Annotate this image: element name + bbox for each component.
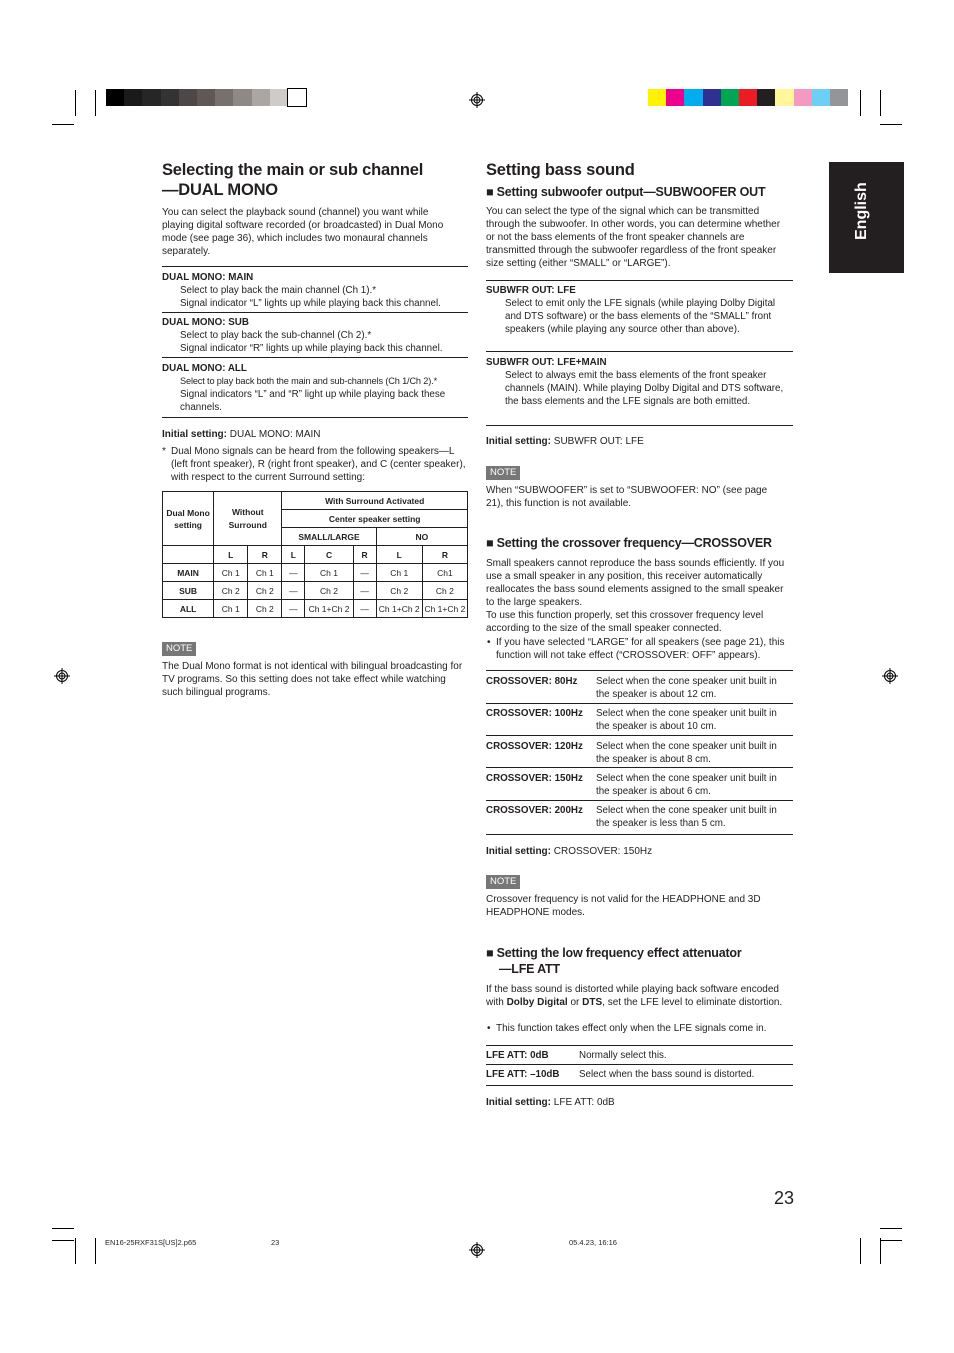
- lfe-att-bullet: [486, 1022, 793, 1035]
- color-swatch: [197, 89, 215, 106]
- intro-bold: Dolby Digital: [506, 997, 568, 1008]
- table-cell: Ch 1: [248, 564, 282, 582]
- header-with: With Surround Activated: [282, 492, 468, 510]
- item-title: DUAL MONO: MAIN: [162, 272, 254, 283]
- bullet-icon: •: [487, 637, 491, 648]
- subwoofer-section-title: ■ Setting subwoofer output—SUBWOOFER OUT: [486, 185, 766, 199]
- row-name: CROSSOVER: 100Hz: [486, 708, 583, 719]
- language-tab: [829, 162, 904, 273]
- dual-mono-initial-setting: [162, 428, 468, 441]
- blank-cell: [163, 546, 214, 564]
- intro-text: or: [567, 997, 583, 1008]
- table-cell: Ch 2: [248, 582, 282, 600]
- footnote-text: Dual Mono signals can be heard from the following speakers—L (left front speaker), R (right front speaker), and C (center speaker), with respect to the current Surround setting:: [171, 446, 466, 483]
- header-no: NO: [376, 528, 467, 546]
- col-header: L: [282, 546, 305, 564]
- divider: [162, 266, 468, 267]
- dual-mono-all-item: [162, 362, 468, 414]
- initial-label: Initial setting:: [486, 1097, 551, 1108]
- dual-mono-main-item: [162, 271, 468, 310]
- color-swatch: [161, 89, 179, 106]
- divider: [486, 735, 793, 736]
- dual-mono-title: [162, 160, 472, 200]
- color-swatch: [775, 89, 793, 106]
- row-name: CROSSOVER: 120Hz: [486, 741, 583, 752]
- table-cell: Ch 1+Ch 2: [376, 600, 422, 618]
- dual-mono-intro: You can select the playback sound (channel) you want while playing digital software recorded (or broadcasted) in Dual Mono mode (see page 36), which includes two monaural channels separately.: [162, 207, 444, 257]
- initial-label: Initial setting:: [486, 846, 551, 857]
- divider: [486, 1064, 793, 1065]
- color-swatch: [666, 89, 684, 106]
- row-desc: Select when the cone speaker unit built in the speaker is about 10 cm.: [596, 708, 777, 732]
- item-desc: Select to emit only the LFE signals (while playing Dolby Digital and DTS software) or the bass elements of the “SMALL” front speakers (while playing any source other than above).: [505, 298, 776, 335]
- col-header: L: [376, 546, 422, 564]
- language-label: English: [853, 182, 870, 240]
- table-cell: Ch 1: [214, 600, 248, 618]
- note-badge: NOTE: [486, 466, 520, 480]
- row-name: LFE ATT: 0dB: [486, 1050, 549, 1061]
- color-swatch: [179, 89, 197, 106]
- footnote-mark: *: [162, 446, 166, 457]
- note-badge: NOTE: [486, 875, 520, 889]
- intro-text: If the bass sound is distorted while playing back software encoded with: [486, 984, 779, 1008]
- color-swatch: [270, 89, 288, 106]
- dual-mono-title-line1: Selecting the main or sub channel: [162, 161, 424, 179]
- lfe-att-title-line1: ■ Setting the low frequency effect attenuator: [486, 946, 742, 960]
- row-desc: Select when the cone speaker unit built in the speaker is about 8 cm.: [596, 741, 777, 765]
- table-cell: Ch 1+Ch 2: [305, 600, 353, 618]
- registration-mark-icon: [54, 668, 70, 684]
- dual-mono-footnote: [162, 445, 468, 484]
- subwfr-lfe-item: [486, 284, 793, 336]
- divider: [162, 417, 468, 418]
- col-header: R: [422, 546, 467, 564]
- color-swatch: [124, 89, 142, 106]
- initial-label: Initial setting:: [486, 436, 551, 447]
- color-swatch: [684, 89, 702, 106]
- crossover-row: [486, 804, 793, 830]
- subwfr-lfe-main-item: [486, 356, 793, 408]
- subwoofer-intro: You can select the type of the signal which can be transmitted through the subwoofer. In other words, you can determine whether or not the bass elements of the front speaker channels are transmitted through the subwoofer regardless of the front speaker size setting (either “SMALL” or “LARGE”).: [486, 206, 781, 269]
- dual-mono-table: [162, 491, 468, 618]
- subwoofer-initial-setting: [486, 435, 793, 448]
- initial-value: CROSSOVER: 150Hz: [551, 846, 653, 857]
- crossover-note: Crossover frequency is not valid for the HEADPHONE and 3D HEADPHONE modes.: [486, 894, 761, 918]
- col-header: C: [305, 546, 353, 564]
- row-desc: Select when the cone speaker unit built in the speaker is less than 5 cm.: [596, 805, 777, 829]
- registration-mark-icon: [469, 92, 485, 108]
- lfe-att-row: [486, 1068, 793, 1081]
- crossover-bullet: [486, 636, 793, 662]
- lfe-att-row: [486, 1049, 793, 1062]
- divider: [486, 767, 793, 768]
- crossover-row: [486, 707, 793, 733]
- intro-text: , set the LFE level to eliminate distortion.: [602, 997, 783, 1008]
- bullet-text: This function takes effect only when the LFE signals come in.: [496, 1023, 767, 1034]
- row-header: ALL: [163, 600, 214, 618]
- item-desc: Select to play back both the main and sub-channels (Ch 1/Ch 2).*: [180, 376, 437, 386]
- footer-filename: EN16-25RXF31S[US]2.p65: [105, 1238, 197, 1247]
- item-title: SUBWFR OUT: LFE: [486, 285, 576, 296]
- divider: [486, 425, 793, 426]
- color-swatch: [721, 89, 739, 106]
- divider: [486, 351, 793, 352]
- bullet-text: If you have selected “LARGE” for all speakers (see page 21), this function will not take effect (“CROSSOVER: OFF” appears).: [496, 637, 785, 661]
- color-swatch: [648, 89, 666, 106]
- divider: [486, 280, 793, 281]
- note-badge: NOTE: [162, 642, 196, 656]
- table-cell: Ch 1: [376, 564, 422, 582]
- row-name: CROSSOVER: 200Hz: [486, 805, 583, 816]
- bullet-icon: •: [487, 1023, 491, 1034]
- col-header: R: [353, 546, 376, 564]
- table-cell: —: [282, 582, 305, 600]
- table-cell: Ch 2: [248, 600, 282, 618]
- divider: [486, 1045, 793, 1046]
- footer-date: 05.4.23, 16:16: [569, 1238, 617, 1247]
- divider: [486, 800, 793, 801]
- table-cell: —: [353, 600, 376, 618]
- row-name: CROSSOVER: 80Hz: [486, 676, 578, 687]
- divider: [486, 1085, 793, 1086]
- divider: [486, 670, 793, 671]
- table-cell: —: [282, 600, 305, 618]
- item-title: DUAL MONO: ALL: [162, 363, 247, 374]
- dual-mono-note: The Dual Mono format is not identical with bilingual broadcasting for TV programs. So this setting does not take effect while watching such bilingual programs.: [162, 661, 463, 698]
- color-swatch: [757, 89, 775, 106]
- color-swatch: [739, 89, 757, 106]
- color-swatch: [233, 89, 251, 106]
- item-desc: Select to always emit the bass elements of the front speaker channels (MAIN). While playing Dolby Digital and DTS software, the bass elements and the LFE signals are both emitted.: [505, 370, 784, 407]
- item-title: SUBWFR OUT: LFE+MAIN: [486, 357, 607, 368]
- table-cell: Ch 1+Ch 2: [422, 600, 467, 618]
- row-header: SUB: [163, 582, 214, 600]
- table-cell: Ch 2: [422, 582, 467, 600]
- page-number: 23: [773, 1188, 794, 1208]
- table-cell: Ch 2: [305, 582, 353, 600]
- row-desc: Select when the bass sound is distorted.: [579, 1069, 755, 1080]
- item-desc: Select to play back the main channel (Ch 1).*: [180, 285, 377, 296]
- header-center: Center speaker setting: [282, 510, 468, 528]
- table-cell: Ch 1: [214, 564, 248, 582]
- initial-value: LFE ATT: 0dB: [551, 1097, 615, 1108]
- table-row: [163, 600, 468, 618]
- registration-mark-icon: [882, 668, 898, 684]
- color-swatch: [288, 89, 306, 106]
- header-without: Without Surround: [214, 492, 282, 546]
- col-header: R: [248, 546, 282, 564]
- footer-page: 23: [271, 1238, 280, 1247]
- color-swatch: [703, 89, 721, 106]
- item-desc: Select to play back the sub-channel (Ch 2).*: [180, 330, 372, 341]
- table-row: [163, 582, 468, 600]
- row-name: CROSSOVER: 150Hz: [486, 773, 583, 784]
- crossover-initial-setting: [486, 845, 793, 858]
- crossover-row: [486, 740, 793, 766]
- dual-mono-sub-item: [162, 316, 468, 355]
- initial-label: Initial setting:: [162, 429, 227, 440]
- table-cell: Ch 1: [305, 564, 353, 582]
- crossover-row: [486, 772, 793, 798]
- color-swatch: [794, 89, 812, 106]
- table-cell: Ch 2: [376, 582, 422, 600]
- color-swatch: [142, 89, 160, 106]
- registration-mark-icon: [469, 1242, 485, 1258]
- row-desc: Select when the cone speaker unit built in the speaker is about 6 cm.: [596, 773, 777, 797]
- crossover-intro: Small speakers cannot reproduce the bass sounds efficiently. If you use a small speaker in any position, this receiver automatically reallocates the bass sound elements assigned to the small speaker to the large speakers. To use this function properly, set this crossover frequency level according to the size of the small speaker connected.: [486, 558, 785, 634]
- row-desc: Select when the cone speaker unit built in the speaker is about 12 cm.: [596, 676, 777, 700]
- initial-value: SUBWFR OUT: LFE: [551, 436, 644, 447]
- item-desc: Signal indicators “L” and “R” light up while playing back these channels.: [180, 389, 446, 413]
- col-header: L: [214, 546, 248, 564]
- table-cell: —: [282, 564, 305, 582]
- divider: [486, 703, 793, 704]
- row-name: LFE ATT: –10dB: [486, 1069, 560, 1080]
- row-header: MAIN: [163, 564, 214, 582]
- divider: [486, 834, 793, 835]
- lfe-att-intro: [486, 983, 793, 1009]
- header-small-large: SMALL/LARGE: [282, 528, 376, 546]
- table-cell: Ch 2: [214, 582, 248, 600]
- bass-sound-title: Setting bass sound: [486, 161, 635, 179]
- table-row: [163, 564, 468, 582]
- table-cell: —: [353, 564, 376, 582]
- initial-value: DUAL MONO: MAIN: [227, 429, 321, 440]
- lfe-att-title-line2: —LFE ATT: [499, 962, 560, 976]
- item-desc: Signal indicator “R” lights up while playing back this channel.: [180, 343, 443, 354]
- color-swatch: [252, 89, 270, 106]
- crossover-section-title: ■ Setting the crossover frequency—CROSSOVER: [486, 536, 772, 550]
- table-cell: Ch1: [422, 564, 467, 582]
- dual-mono-title-line2: —DUAL MONO: [162, 181, 278, 199]
- crossover-row: [486, 675, 793, 701]
- subwoofer-note: When “SUBWOOFER” is set to “SUBWOOFER: NO” (see page 21), this function is not available.: [486, 485, 768, 509]
- color-swatch: [215, 89, 233, 106]
- item-desc: Signal indicator “L” lights up while playing back this channel.: [180, 298, 441, 309]
- divider: [162, 357, 468, 358]
- lfe-att-section-title: [486, 945, 796, 977]
- header-setting: Dual Mono setting: [163, 492, 214, 546]
- table-cell: —: [353, 582, 376, 600]
- intro-bold: DTS: [582, 997, 603, 1008]
- color-swatch: [812, 89, 830, 106]
- item-title: DUAL MONO: SUB: [162, 317, 249, 328]
- color-swatch: [830, 89, 848, 106]
- row-desc: Normally select this.: [579, 1050, 667, 1061]
- lfe-att-initial-setting: [486, 1096, 793, 1109]
- color-swatch: [106, 89, 124, 106]
- divider: [162, 312, 468, 313]
